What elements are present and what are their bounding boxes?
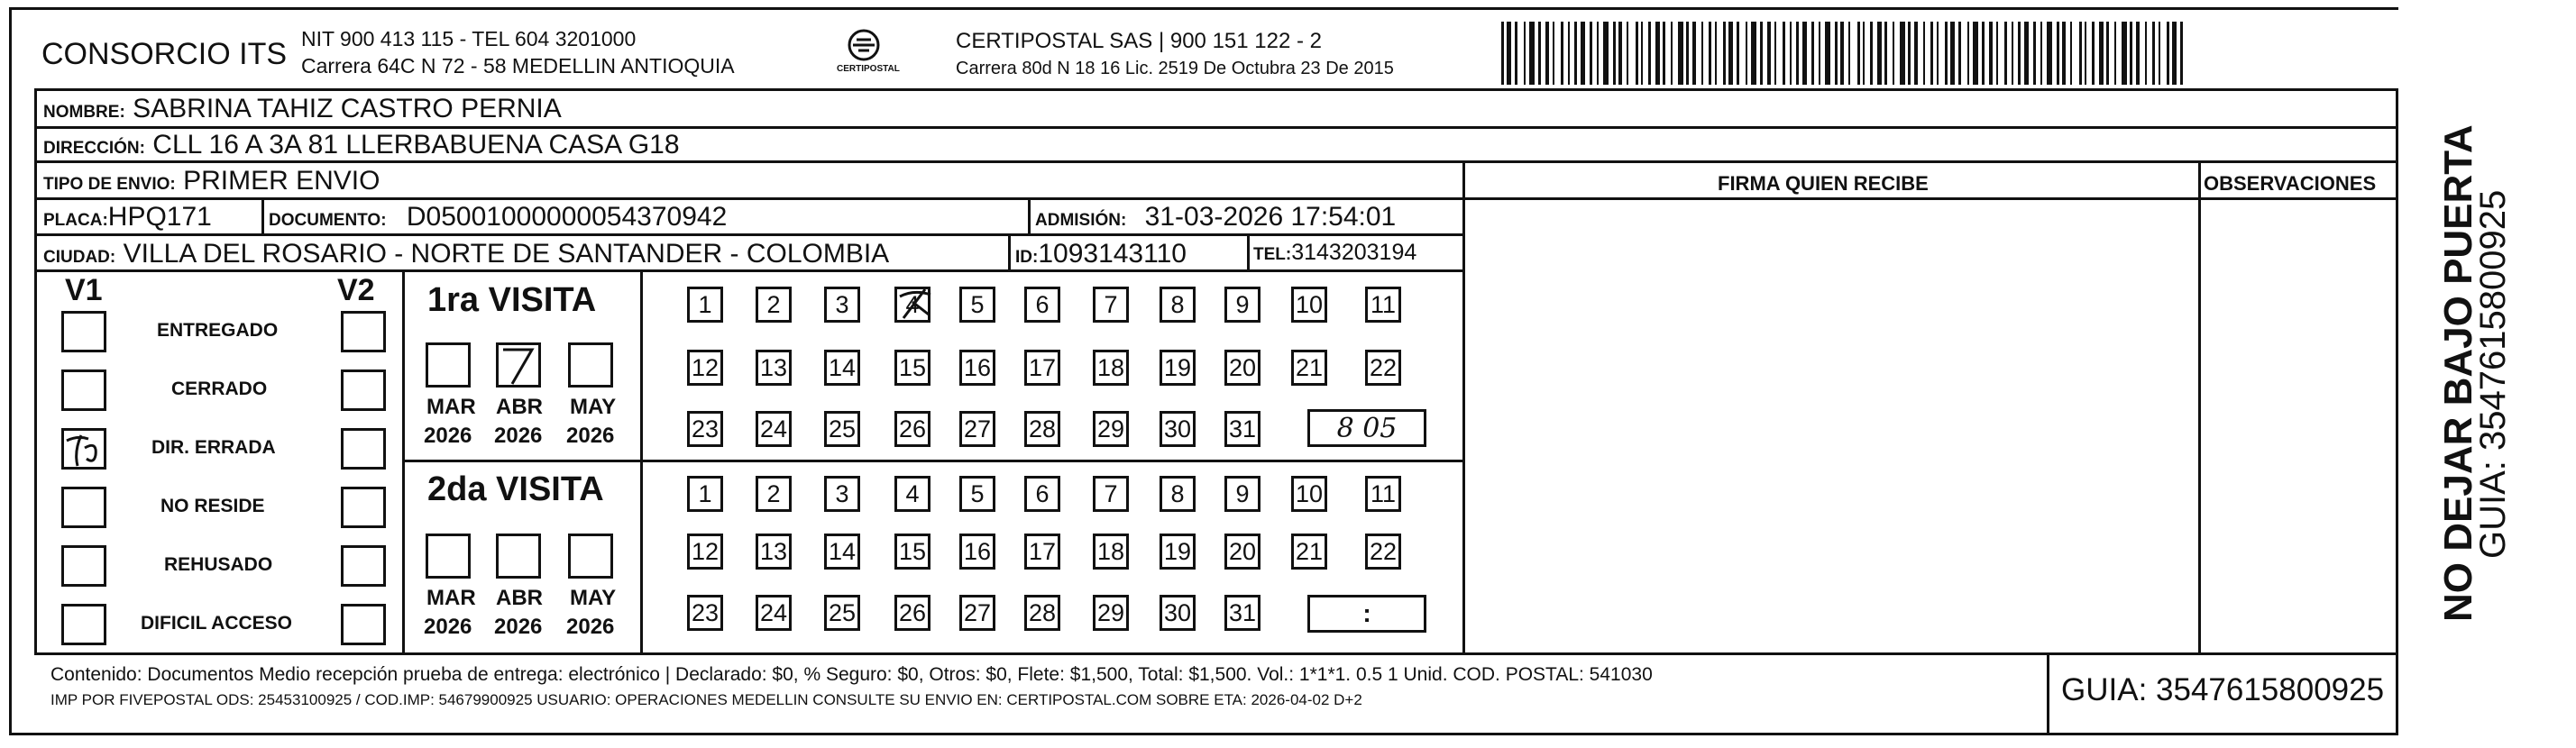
first-visit-day-14[interactable]: 14 (824, 350, 860, 386)
barcode-bar (2040, 22, 2042, 85)
barcode-bar (2167, 22, 2169, 85)
barcode-bar (1796, 22, 1799, 85)
barcode-bar (2033, 22, 2036, 85)
barcode-bar (1819, 22, 1820, 85)
barcode-bar (1655, 22, 1660, 85)
barcode-bar (1760, 22, 1763, 85)
footer-guia-divider (2047, 652, 2049, 734)
first-visit-day-6[interactable]: 6 (1024, 287, 1060, 323)
barcode-bar (1568, 22, 1570, 85)
city-value: VILLA DEL ROSARIO - NORTE DE SANTANDER - COLOMBIA (123, 239, 890, 269)
first-visit-day-7[interactable]: 7 (1093, 287, 1129, 323)
second-visit-day-2[interactable]: 2 (756, 476, 792, 512)
courier-line1: CERTIPOSTAL SAS | 900 151 122 - 2 (956, 29, 1322, 53)
second-visit-day-14[interactable]: 14 (824, 534, 860, 570)
barcode-bar (1590, 22, 1592, 85)
barcode-bar (1967, 22, 1969, 85)
barcode-bar (1802, 22, 1807, 85)
second-visit-day-7[interactable]: 7 (1093, 476, 1129, 512)
second-visit-day-5[interactable]: 5 (959, 476, 995, 512)
signature-area[interactable] (1466, 200, 2196, 652)
barcode-bar (1574, 22, 1577, 85)
first-visit-day-16[interactable]: 16 (959, 350, 995, 386)
barcode-bar (2159, 22, 2160, 85)
first-visit-day-8[interactable]: 8 (1160, 287, 1196, 323)
barcode-bar (1973, 22, 1978, 85)
admission-value: 31-03-2026 17:54:01 (1144, 202, 1397, 232)
second-visit-day-1[interactable]: 1 (687, 476, 723, 512)
second-visit-day-17[interactable]: 17 (1024, 534, 1060, 570)
address-value: CLL 16 A 3A 81 LLERBABUENA CASA G18 (152, 130, 680, 160)
status-label-dificil-acceso: DIFICIL ACCESO (141, 613, 293, 634)
footer-imp-line: IMP POR FIVEPOSTAL ODS: 25453100925 / COD.IMP: 54679900925 USUARIO: OPERACIONES MEDELLIN CONSULTE SU ENVIO EN: CERTIPOSTAL.COM SOBRE ETA: 2026-04-02 D+2 (50, 691, 1362, 708)
handwritten-mark-icon (61, 428, 106, 470)
second-visit-title: 2da VISITA (427, 470, 604, 508)
barcode-bar (1597, 22, 1599, 85)
side-warning: NO DEJAR BAJO PUERTA (2436, 124, 2480, 622)
first-visit-day-2[interactable]: 2 (756, 287, 792, 323)
first-visit-year-mar: 2026 (424, 424, 472, 448)
plate-label: PLACA: (43, 211, 108, 230)
first-visit-hour-box[interactable] (1307, 409, 1426, 447)
v2-checkbox-dir-errada[interactable] (341, 428, 386, 470)
footer-content-line: Contenido: Documentos Medio recepción prueba de entrega: electrónico | Declarado: $0, % Seguro: $0, Otros: $0, Flete: $1,500, Total: $1,500. Vol.: 1*1*1. 0.5 1 Unid. COD. POSTAL: 541030 (50, 664, 1653, 685)
barcode-bar (1751, 22, 1756, 85)
address-row (43, 130, 680, 160)
barcode-bar (1857, 22, 1860, 85)
barcode-bar (1648, 22, 1651, 85)
barcode-bar (1884, 22, 1887, 85)
admission-divider (1028, 197, 1031, 233)
observations-area[interactable] (2202, 200, 2395, 652)
second-visit-day-21[interactable]: 21 (1291, 534, 1327, 570)
handwritten-seven-icon (496, 342, 541, 388)
barcode-bar (2079, 22, 2082, 85)
row-rule-1 (34, 126, 2398, 129)
barcode-bar (2145, 22, 2147, 85)
id-value: 1093143110 (1038, 239, 1187, 269)
address-label: DIRECCIÓN: (43, 139, 145, 158)
v2-checkbox-no-reside[interactable] (341, 487, 386, 528)
second-visit-month-may[interactable] (568, 534, 613, 579)
second-visit-day-18[interactable]: 18 (1093, 534, 1129, 570)
second-visit-day-31[interactable]: 31 (1224, 595, 1260, 631)
second-visit-month-label-abr: ABR (496, 586, 543, 610)
barcode-bar (1914, 22, 1918, 85)
barcode-bar (1529, 22, 1535, 85)
barcode-bar (1715, 22, 1717, 85)
barcode-bar (2004, 22, 2007, 85)
barcode-bar (1524, 22, 1526, 85)
admission-field (1035, 202, 1396, 233)
row-rule-5 (34, 269, 1463, 272)
barcode-bar (1923, 22, 1925, 85)
tel-divider (1247, 233, 1250, 269)
courier-line2: Carrera 80d N 18 16 Lic. 2519 De Octubra 23 De 2015 (956, 59, 1394, 78)
name-label: NOMBRE: (43, 103, 125, 122)
barcode-bar (1893, 22, 1894, 85)
frame-bottom (9, 733, 2398, 735)
barcode-bar (1870, 22, 1873, 85)
barcode-bar (1908, 22, 1911, 85)
first-visit-day-10[interactable]: 10 (1291, 287, 1327, 323)
barcode-bar (1663, 22, 1665, 85)
barcode-bar (1863, 22, 1865, 85)
v1-checkbox-dificil-acceso[interactable] (61, 604, 106, 645)
second-visit-month-abr[interactable] (496, 534, 541, 579)
barcode-bar (1538, 22, 1541, 85)
second-visit-day-9[interactable]: 9 (1224, 476, 1260, 512)
barcode-bar (1811, 22, 1814, 85)
first-visit-year-may: 2026 (566, 424, 615, 448)
first-visit-month-label-abr: ABR (496, 395, 543, 419)
barcode-bar (1737, 22, 1739, 85)
second-visit-year-mar: 2026 (424, 615, 472, 639)
first-visit-day-25[interactable]: 25 (824, 411, 860, 447)
barcode-bar (1982, 22, 1985, 85)
barcode-bar (1686, 22, 1689, 85)
second-visit-day-20[interactable]: 20 (1224, 534, 1260, 570)
second-visit-day-4[interactable]: 4 (894, 476, 930, 512)
barcode-bar (1835, 22, 1838, 85)
barcode-bar (1678, 22, 1683, 85)
second-visit-day-24[interactable]: 24 (756, 595, 792, 631)
barcode-bar (2057, 22, 2059, 85)
first-visit-day-15[interactable]: 15 (894, 350, 930, 386)
barcode-bar (2012, 22, 2013, 85)
barcode-bar (1709, 22, 1711, 85)
barcode-bar (1840, 22, 1844, 85)
tel-value: 3143203194 (1291, 240, 1417, 265)
row-rule-2 (34, 160, 2398, 163)
second-visit-day-25[interactable]: 25 (824, 595, 860, 631)
v2-checkbox-rehusado[interactable] (341, 545, 386, 587)
barcode-bar (2085, 22, 2086, 85)
barcode-bar (1848, 22, 1850, 85)
first-visit-year-abr: 2026 (494, 424, 543, 448)
barcode-bar (1996, 22, 1998, 85)
document-value: D05001000000054370942 (406, 202, 728, 232)
v2-checkbox-cerrado[interactable] (341, 369, 386, 411)
ship-type-label: TIPO DE ENVIO: (43, 175, 176, 194)
barcode-bar (1561, 22, 1563, 85)
company-name: CONSORCIO ITS (41, 37, 288, 71)
plate-field (43, 202, 212, 233)
first-visit-month-may[interactable] (568, 342, 613, 388)
id-divider (1008, 233, 1011, 269)
second-visit-year-abr: 2026 (494, 615, 543, 639)
barcode-bar (2018, 22, 2021, 85)
footer-top-rule (34, 652, 2398, 655)
first-visit-day-5[interactable]: 5 (959, 287, 995, 323)
barcode-bar (2172, 22, 2177, 85)
content-left-rule (34, 88, 37, 654)
barcode-bar (2152, 22, 2155, 85)
status-label-no-reside: NO RESIDE (160, 496, 265, 516)
header-bottom-rule (34, 88, 2398, 91)
first-visit-day-21[interactable]: 21 (1291, 350, 1327, 386)
plate-value: HPQ171 (107, 202, 212, 232)
logo-text: CERTIPOSTAL (837, 64, 900, 74)
barcode-bar (1581, 22, 1585, 85)
first-visit-hour-value: 8 05 (1336, 412, 1398, 444)
second-visit-day-27[interactable]: 27 (959, 595, 995, 631)
barcode-bar (1930, 22, 1933, 85)
second-visit-day-3[interactable]: 3 (824, 476, 860, 512)
first-visit-title: 1ra VISITA (427, 281, 597, 319)
status-label-dir-errada: DIR. ERRADA (151, 437, 276, 458)
document-label: DOCUMENTO: (269, 211, 387, 230)
first-visit-day-29[interactable]: 29 (1093, 411, 1129, 447)
barcode (1501, 22, 2186, 85)
second-visit-hour-box[interactable] (1307, 595, 1426, 633)
second-visit-day-10[interactable]: 10 (1291, 476, 1327, 512)
second-visit-day-30[interactable]: 30 (1160, 595, 1196, 631)
first-visit-month-abr[interactable] (496, 342, 541, 388)
barcode-bar (1958, 22, 1961, 85)
admission-label: ADMISIÓN: (1035, 211, 1127, 230)
company-nit-tel: NIT 900 413 115 - TEL 604 3201000 (301, 27, 637, 50)
second-visit-day-6[interactable]: 6 (1024, 476, 1060, 512)
ship-type-row (43, 166, 380, 196)
first-visit-day-18[interactable]: 18 (1093, 350, 1129, 386)
first-visit-day-30[interactable]: 30 (1160, 411, 1196, 447)
visit-month-rule (640, 269, 643, 654)
second-visit-day-11[interactable]: 11 (1365, 476, 1401, 512)
first-visit-day-26[interactable]: 26 (894, 411, 930, 447)
first-visit-day-13[interactable]: 13 (756, 350, 792, 386)
signature-left-rule (1462, 162, 1465, 654)
barcode-bar (1728, 22, 1733, 85)
barcode-bar (2047, 22, 2052, 85)
plate-divider (261, 197, 264, 233)
second-visit-year-may: 2026 (566, 615, 615, 639)
barcode-bar (1950, 22, 1955, 85)
barcode-bar (2114, 22, 2116, 85)
v1-checkbox-no-reside[interactable] (61, 487, 106, 528)
second-visit-day-12[interactable]: 12 (687, 534, 723, 570)
name-row (43, 94, 562, 124)
observations-left-rule (2198, 162, 2201, 654)
id-label: ID: (1015, 248, 1039, 267)
barcode-bar (1945, 22, 1948, 85)
first-visit-day-17[interactable]: 17 (1024, 350, 1060, 386)
barcode-bar (1636, 22, 1638, 85)
second-visit-day-28[interactable]: 28 (1024, 595, 1060, 631)
barcode-bar (1767, 22, 1771, 85)
first-visit-day-12[interactable]: 12 (687, 350, 723, 386)
v1-label: V1 (65, 273, 103, 307)
tel-field (1253, 240, 1416, 266)
barcode-bar (2092, 22, 2095, 85)
handwritten-cross-icon (894, 284, 936, 325)
side-guia: GUIA: 3547615800925 (2473, 189, 2513, 559)
second-visit-day-23[interactable]: 23 (687, 595, 723, 631)
first-visit-day-number: 4 (905, 290, 920, 318)
barcode-bar (2070, 22, 2072, 85)
footer-guia: GUIA: 3547615800925 (2061, 672, 2385, 707)
first-visit-day-19[interactable]: 19 (1160, 350, 1196, 386)
second-visit-day-15[interactable]: 15 (894, 534, 930, 570)
barcode-bar (1937, 22, 1939, 85)
barcode-bar (1671, 22, 1673, 85)
second-visit-month-label-may: MAY (570, 586, 617, 610)
barcode-bar (1701, 22, 1703, 85)
v1-checkbox-rehusado[interactable] (61, 545, 106, 587)
certipostal-logo (837, 27, 900, 81)
first-visit-month-label-may: MAY (570, 395, 617, 419)
id-field (1015, 239, 1187, 269)
barcode-bar (1613, 22, 1616, 85)
first-visit-day-9[interactable]: 9 (1224, 287, 1260, 323)
second-visit-day-16[interactable]: 16 (959, 534, 995, 570)
barcode-bar (2130, 22, 2132, 85)
second-visit-day-8[interactable]: 8 (1160, 476, 1196, 512)
barcode-bar (1603, 22, 1609, 85)
barcode-bar (1692, 22, 1696, 85)
barcode-bar (1507, 22, 1511, 85)
barcode-bar (2099, 22, 2104, 85)
barcode-bar (1825, 22, 1830, 85)
city-label: CIUDAD: (43, 248, 116, 267)
barcode-bar (2136, 22, 2140, 85)
second-visit-day-19[interactable]: 19 (1160, 534, 1196, 570)
barcode-bar (1641, 22, 1643, 85)
v2-label: V2 (337, 273, 375, 307)
v1-checkbox-dir-errada[interactable] (61, 428, 106, 470)
barcode-bar (1501, 22, 1504, 85)
first-visit-day-31[interactable]: 31 (1224, 411, 1260, 447)
first-visit-month-mar[interactable] (426, 342, 471, 388)
barcode-bar (1553, 22, 1554, 85)
first-visit-day-27[interactable]: 27 (959, 411, 995, 447)
barcode-bar (2122, 22, 2127, 85)
v2-checkbox-entregado[interactable] (341, 311, 386, 352)
v1-checkbox-cerrado[interactable] (61, 369, 106, 411)
barcode-bar (1989, 22, 1993, 85)
frame-top (9, 7, 2398, 10)
second-visit-hour-value: : (1362, 599, 1371, 627)
barcode-bar (1900, 22, 1905, 85)
v1-checkbox-entregado[interactable] (61, 311, 106, 352)
first-visit-month-label-mar: MAR (426, 395, 476, 419)
visit-divider (402, 460, 1464, 462)
first-visit-day-28[interactable]: 28 (1024, 411, 1060, 447)
observations-label: OBSERVACIONES (2204, 172, 2377, 195)
status-label-entregado: ENTREGADO (157, 320, 279, 341)
document-field (269, 202, 727, 233)
barcode-bar (1790, 22, 1792, 85)
barcode-bar (2062, 22, 2066, 85)
first-visit-day-11[interactable]: 11 (1365, 287, 1401, 323)
first-visit-day-20[interactable]: 20 (1224, 350, 1260, 386)
frame-right (2396, 90, 2398, 735)
company-address: Carrera 64C N 72 - 58 MEDELLIN ANTIOQUIA (301, 54, 735, 78)
frame-left (9, 7, 12, 735)
status-label-cerrado: CERRADO (171, 379, 268, 399)
barcode-bar (1545, 22, 1549, 85)
barcode-bar (1877, 22, 1882, 85)
barcode-bar (2024, 22, 2029, 85)
second-visit-day-26[interactable]: 26 (894, 595, 930, 631)
status-label-rehusado: REHUSADO (164, 554, 273, 575)
first-visit-day-24[interactable]: 24 (756, 411, 792, 447)
v2-checkbox-dificil-acceso[interactable] (341, 604, 386, 645)
barcode-bar (1783, 22, 1785, 85)
signature-label: FIRMA QUIEN RECIBE (1718, 172, 1929, 195)
name-value: SABRINA TAHIZ CASTRO PERNIA (133, 94, 562, 123)
second-visit-day-13[interactable]: 13 (756, 534, 792, 570)
second-visit-month-mar[interactable] (426, 534, 471, 579)
barcode-bar (1618, 22, 1622, 85)
first-visit-day-4[interactable] (894, 287, 930, 323)
first-visit-day-22[interactable]: 22 (1365, 350, 1401, 386)
barcode-bar (2180, 22, 2183, 85)
tel-label: TEL: (1253, 245, 1292, 264)
barcode-bar (1627, 22, 1628, 85)
barcode-bar (1746, 22, 1747, 85)
barcode-bar (1774, 22, 1776, 85)
barcode-bar (1723, 22, 1726, 85)
ship-type-value: PRIMER ENVIO (183, 166, 380, 196)
second-visit-day-29[interactable]: 29 (1093, 595, 1129, 631)
second-visit-day-22[interactable]: 22 (1365, 534, 1401, 570)
first-visit-day-3[interactable]: 3 (824, 287, 860, 323)
barcode-bar (1515, 22, 1517, 85)
barcode-bar (2106, 22, 2109, 85)
city-field (43, 239, 889, 269)
second-visit-month-label-mar: MAR (426, 586, 476, 610)
first-visit-day-23[interactable]: 23 (687, 411, 723, 447)
first-visit-day-1[interactable]: 1 (687, 287, 723, 323)
